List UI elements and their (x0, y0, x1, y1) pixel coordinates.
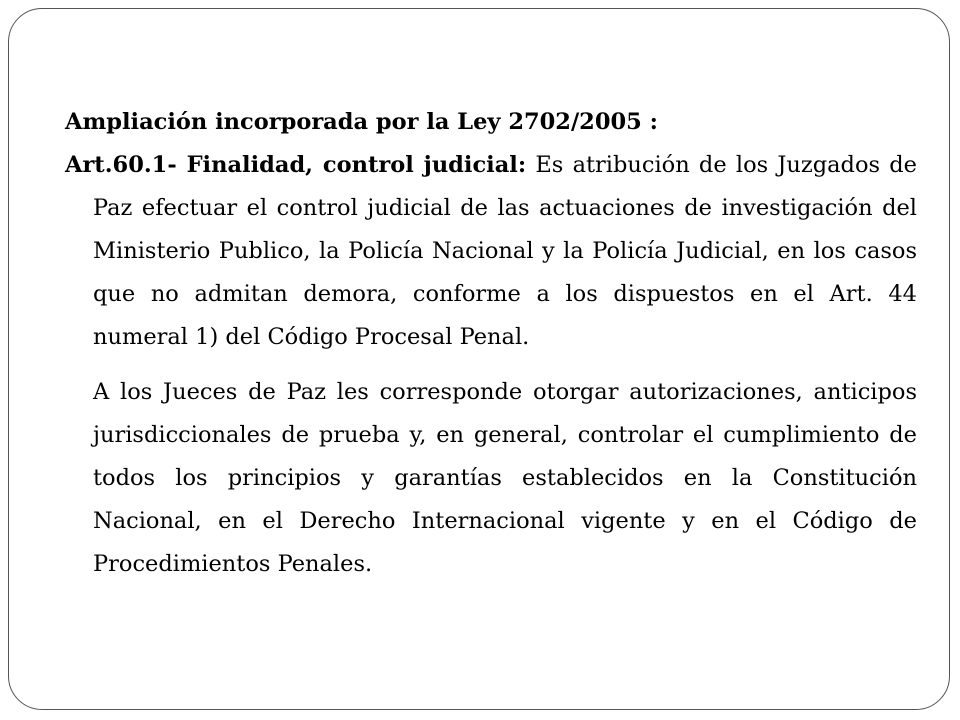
slide-frame (8, 8, 950, 710)
slide-heading: Ampliación incorporada por la Ley 2702/2005 : (65, 109, 658, 135)
judges-paragraph: A los Jueces de Paz les corresponde otorgar autorizaciones, anticipos jurisdiccionales de prueba y, en general, controlar el cumplimiento de todos los principios y garantías establecidos en la Constitución Nacional, en el Derecho Internacional vigente y en el Código de Procedimientos Penales. (93, 379, 917, 577)
article-label: Art.60.1- Finalidad, control judicial: (65, 152, 527, 178)
article-text: Es atribución de los Juzgados de Paz efectuar el control judicial de las actuaciones de investigación del Ministerio Publico, la Policía Nacional y la Policía Judicial, en los casos que no admitan demora, conforme a los dispuestos en el Art. 44 numeral 1) del Código Procesal Penal. (93, 152, 917, 350)
article-paragraph (65, 144, 917, 359)
slide-content (65, 101, 917, 586)
